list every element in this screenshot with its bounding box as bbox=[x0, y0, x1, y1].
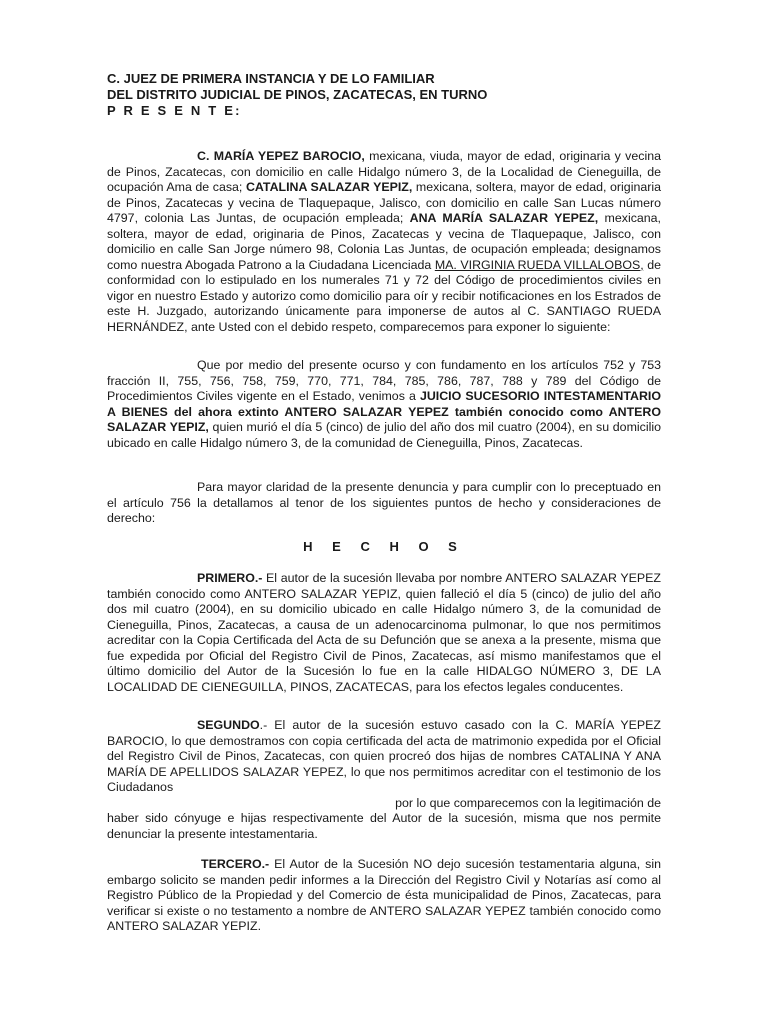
intro-text-1: mexicana, viuda, mayor de edad, originaria y vecina de Pinos, Zacatecas, con domicilio en calle Hidalgo número 3, de la Localidad de Cieneguilla, de ocupación Ama de casa; bbox=[107, 149, 661, 194]
intro-text-3: mexicana, soltera, mayor de edad, originaria de Pinos, Zacatecas y vecina de Tlaquepaque, Jalisco, con domicilio en calle San Jorge número 98, Colonia Las Juntas, de ocupación empleada; designamos como nuestra Abogada Patrono a la Ciudadana Licenciada bbox=[107, 211, 662, 272]
fundamento-text-1: Que por medio del presente ocurso y con fundamento en los artículos 752 y 753 fracción II, 755, 756, 758, 759, 770, 771, 784, 785, 786, 787, 788 y 789 del Código de Procedimientos Civiles vigente en el Estado, venimos a bbox=[107, 358, 661, 403]
claridad-text: Para mayor claridad de la presente denuncia y para cumplir con lo preceptuado en el artículo 756 la detallamos al tenor de los siguientes puntos de hecho y consideraciones de derecho: bbox=[107, 480, 661, 525]
paragraph-tercero bbox=[107, 857, 661, 935]
segundo-text-3: haber sido cónyuge e hijas respectivamente del Autor de la sucesión, misma que nos permite denunciar la presente intestamentaria. bbox=[107, 811, 661, 841]
fundamento-text-2: quien murió el día 5 (cinco) de julio del año dos mil cuatro (2004), en su domicilio ubicado en calle Hidalgo número 3, de la comunidad de Cieneguilla, Pinos, Zacatecas. bbox=[107, 420, 661, 450]
segundo-text-1: .- El autor de la sucesión estuvo casado con la C. MARÍA YEPEZ BAROCIO, lo que demostramos con copia certificada del acta de matrimonio expedida por el Oficial del Registro Civil de Pinos, Zacatecas, con quien procreó dos hijas de nombres CATALINA Y ANA MARÍA DE APELLIDOS SALAZAR YEPEZ, lo que nos permitimos acreditar con el testimonio de los Ciudadanos bbox=[107, 718, 661, 794]
juicio-title: JUICIO SUCESORIO INTESTAMENTARIO A BIENES del ahora extinto ANTERO SALAZAR YEPEZ también conocido como ANTERO SALAZAR YEPIZ, bbox=[107, 389, 662, 434]
tercero-text: El Autor de la Sucesión NO dejo sucesión testamentaria alguna, sin embargo solicito se manden pedir informes a la Dirección del Registro Civil y Notarías así como al Registro Público de la Propiedad y del Comercio de ésta municipalidad de Pinos, Zacatecas, para verificar si existe o no testamento a nombre de ANTERO SALAZAR YEPEZ también conocido como ANTERO SALAZAR YEPIZ. bbox=[107, 857, 661, 933]
name-ana-maria: ANA MARÍA SALAZAR YEPEZ, bbox=[409, 211, 599, 225]
segundo-text-2: por lo que comparecemos con la legitimación de bbox=[395, 795, 661, 810]
paragraph-primero bbox=[107, 571, 661, 695]
primero-label: PRIMERO.- bbox=[197, 571, 263, 585]
intro-text-2: mexicana, soltera, mayor de edad, originaria de Pinos, Zacatecas y vecina de Tlaquepaque, Jalisco, con domicilio en calle San Lucas número 4797, colonia Las Juntas, de ocupación empleada; bbox=[107, 180, 662, 225]
addressee-line-3: P R E S E N T E: bbox=[107, 103, 242, 118]
tercero-label: TERCERO.- bbox=[201, 857, 270, 871]
primero-text: El autor de la sucesión llevaba por nombre ANTERO SALAZAR YEPEZ también conocido como ANTERO SALAZAR YEPIZ, quien falleció el día 5 (cinco) de julio del año dos mil cuatro (2004), en su domicilio ubicado en calle Hidalgo número 3, de la comunidad de Cieneguilla, Pinos, Zacatecas, a causa de un adenocarcinoma pulmonar, lo que nos permitimos acreditar con la Copia Certificada del Acta de su Defunción que se anexa a la presente, misma que fue expedida por Oficial del Registro Civil de Pinos, Zacatecas, así mismo manifestamos que el último domicilio del Autor de la Sucesión lo fue en la calle HIDALGO NÚMERO 3, DE LA LOCALIDAD DE CIENEGUILLA, PINOS, ZACATECAS, para los efectos legales conducentes. bbox=[107, 571, 661, 694]
addressee-line-1: C. JUEZ DE PRIMERA INSTANCIA Y DE LO FAMILIAR bbox=[107, 71, 435, 86]
paragraph-intro bbox=[107, 149, 661, 335]
paragraph-claridad bbox=[107, 480, 661, 527]
paragraph-fundamento bbox=[107, 358, 661, 451]
name-catalina: CATALINA SALAZAR YEPIZ, bbox=[245, 180, 413, 194]
document-header bbox=[107, 71, 667, 119]
segundo-label: SEGUNDO bbox=[197, 718, 260, 732]
paragraph-segundo bbox=[107, 718, 661, 842]
section-title-hechos: H E C H O S bbox=[303, 539, 465, 554]
name-maria-yepez: C. MARÍA YEPEZ BAROCIO, bbox=[197, 149, 365, 163]
intro-text-4: de conformidad con lo estipulado en los numerales 71 y 72 del Código de procedimientos civiles en vigor en nuestro Estado y autorizo como domicilio para oír y recibir notificaciones en los Estrados de este H. Juzgado, autorizando únicamente para imponerse de autos al C. SANTIAGO RUEDA HERNÁNDEZ, ante Usted con el debido respeto, comparecemos para exponer lo siguiente: bbox=[107, 257, 661, 334]
lawyer-name: MA. VIRGINIA RUEDA VILLALOBOS, bbox=[434, 257, 644, 272]
addressee-line-2: DEL DISTRITO JUDICIAL DE PINOS, ZACATECAS, EN TURNO bbox=[107, 87, 488, 102]
